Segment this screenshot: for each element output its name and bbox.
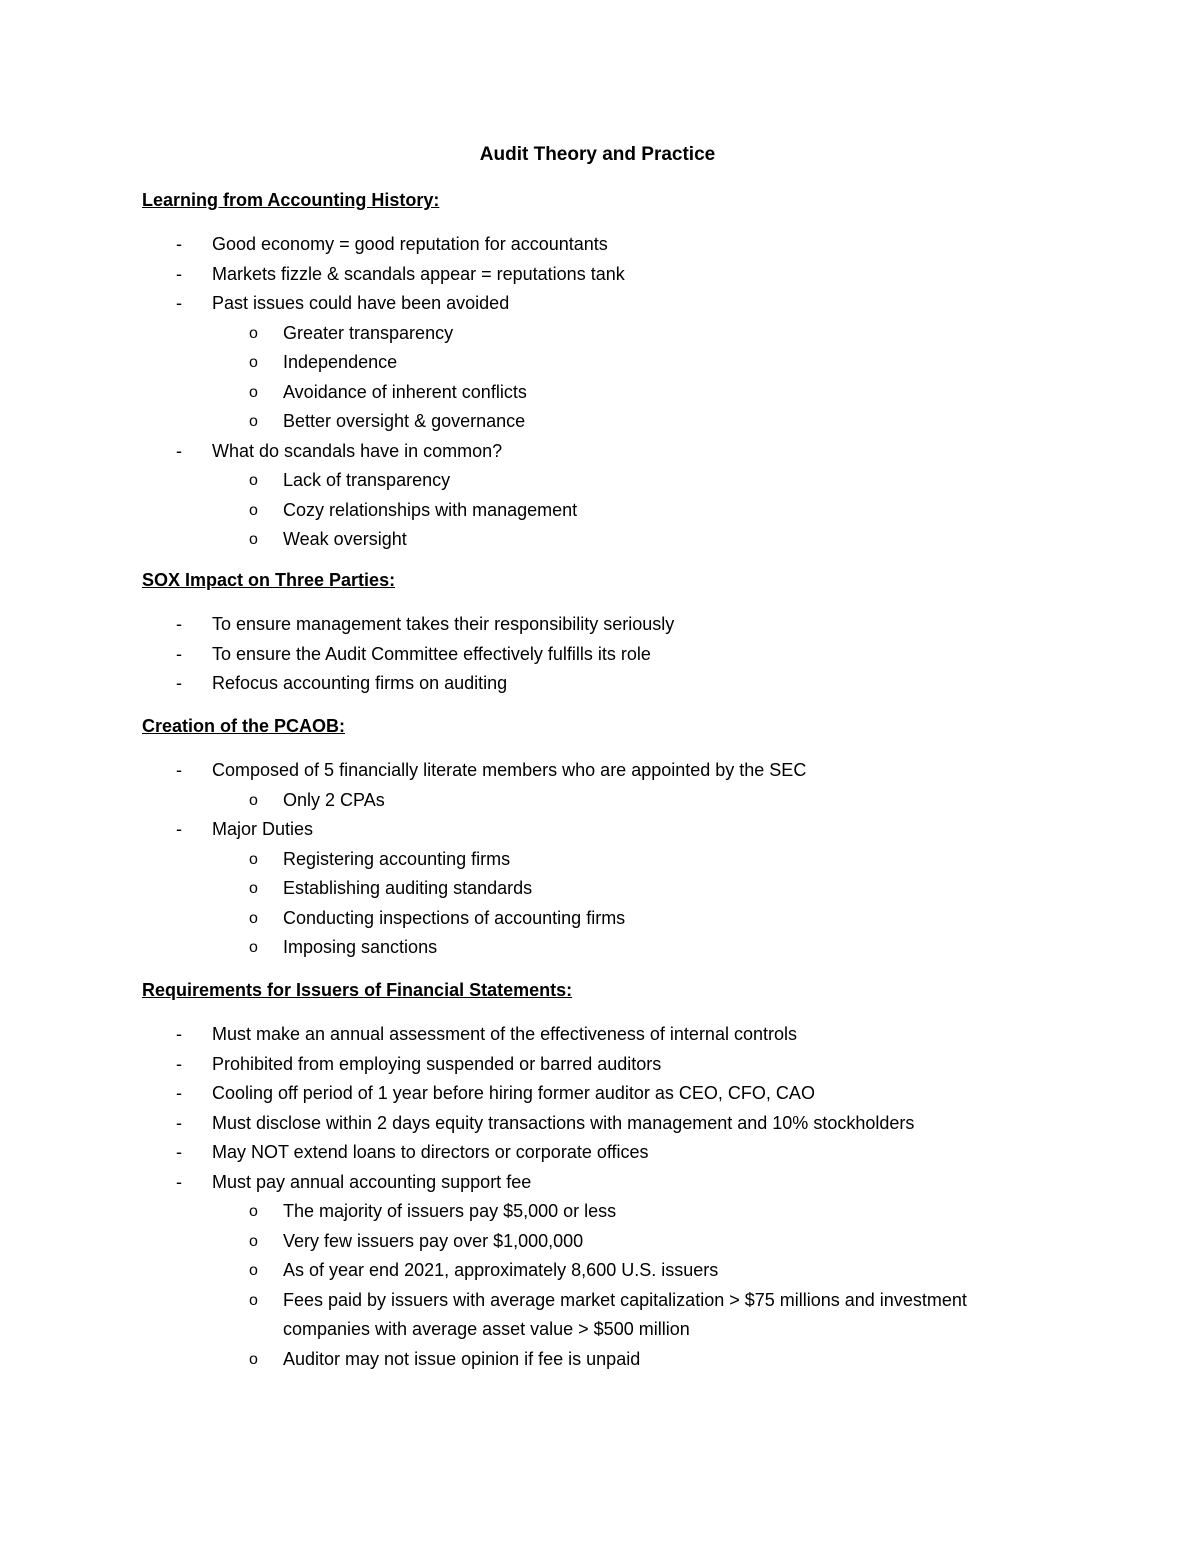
circle-bullet: o <box>249 850 258 868</box>
document-title: Audit Theory and Practice <box>479 144 716 165</box>
section-accounting-history <box>142 186 1142 555</box>
sub-list-item: o Greater transparency <box>142 319 1142 349</box>
circle-bullet: o <box>249 354 258 371</box>
list-item: - Composed of 5 financially literate members who are appointed by the SEC <box>142 756 1142 786</box>
sub-list-item: o Weak oversight <box>142 525 1142 555</box>
sub-list-item: o Independence <box>142 348 1142 378</box>
section-sox-impact <box>142 566 1142 699</box>
dash-bullet: - <box>176 760 182 780</box>
sub-list-item: o Fees paid by issuers with average market capitalization > $75 millions and investment companies with average asset value > $500 million <box>142 1286 1142 1345</box>
dash-bullet: - <box>176 1024 182 1044</box>
sub-list-item: o Very few issuers pay over $1,000,000 <box>142 1227 1142 1257</box>
list-item: - To ensure management takes their responsibility seriously <box>142 610 1142 640</box>
circle-bullet: o <box>249 501 258 519</box>
list-item: - What do scandals have in common? <box>142 437 1142 467</box>
list-item: - Cooling off period of 1 year before hiring former auditor as CEO, CFO, CAO <box>142 1079 1142 1109</box>
sub-list-item: o As of year end 2021, approximately 8,600 U.S. issuers <box>142 1256 1142 1286</box>
dash-bullet: - <box>176 819 182 839</box>
list-item: - To ensure the Audit Committee effectively fulfills its role <box>142 640 1142 670</box>
sub-list-item: o Lack of transparency <box>142 466 1142 496</box>
list-item: - Must disclose within 2 days equity transactions with management and 10% stockholders <box>142 1109 1142 1139</box>
sub-list-item: o Registering accounting firms <box>142 845 1142 875</box>
circle-bullet: o <box>249 1203 258 1220</box>
circle-bullet: o <box>249 939 258 956</box>
dash-bullet: - <box>176 643 182 664</box>
section-issuer-requirements <box>142 976 1142 1374</box>
dash-bullet: - <box>176 1053 182 1074</box>
list-item: - Refocus accounting firms on auditing <box>142 669 1142 699</box>
section-heading: Learning from Accounting History: <box>142 190 440 210</box>
circle-bullet: o <box>249 472 258 489</box>
circle-bullet: o <box>249 1291 258 1309</box>
dash-bullet: - <box>176 440 182 461</box>
sub-list-item: o Only 2 CPAs <box>142 786 1142 816</box>
circle-bullet: o <box>249 880 258 897</box>
dash-bullet: - <box>176 293 182 313</box>
list-item: - Must make an annual assessment of the effectiveness of internal controls <box>142 1020 1142 1050</box>
dash-bullet: - <box>176 1112 182 1133</box>
dash-bullet: - <box>176 1171 182 1192</box>
circle-bullet: o <box>249 909 258 927</box>
circle-bullet: o <box>249 1350 258 1368</box>
circle-bullet: o <box>249 383 258 401</box>
dash-bullet: - <box>176 1142 182 1162</box>
circle-bullet: o <box>249 791 258 809</box>
sub-list-item: o Cozy relationships with management <box>142 496 1142 526</box>
list-item: - Major Duties <box>142 815 1142 845</box>
sub-list-item: o Imposing sanctions <box>142 933 1142 963</box>
sub-list-item: o The majority of issuers pay $5,000 or less <box>142 1197 1142 1227</box>
section-heading: Creation of the PCAOB: <box>142 716 346 736</box>
circle-bullet: o <box>249 1232 258 1250</box>
sub-list-item: o Better oversight & governance <box>142 407 1142 437</box>
circle-bullet: o <box>249 1262 258 1279</box>
list-item: - Markets fizzle & scandals appear = reputations tank <box>142 260 1142 290</box>
sub-list-item: o Conducting inspections of accounting firms <box>142 904 1142 934</box>
list-item: - Prohibited from employing suspended or barred auditors <box>142 1050 1142 1080</box>
circle-bullet: o <box>249 324 258 342</box>
section-pcaob-creation <box>142 712 1142 963</box>
sub-list-item: o Establishing auditing standards <box>142 874 1142 904</box>
list-item: - Good economy = good reputation for accountants <box>142 230 1142 260</box>
sub-list-item: o Auditor may not issue opinion if fee is unpaid <box>142 1345 1142 1375</box>
sub-list-item: o Avoidance of inherent conflicts <box>142 378 1142 408</box>
circle-bullet: o <box>249 413 258 430</box>
section-heading: SOX Impact on Three Parties: <box>142 570 396 590</box>
dash-bullet: - <box>176 614 182 634</box>
list-item: - Past issues could have been avoided <box>142 289 1142 319</box>
dash-bullet: - <box>176 234 182 254</box>
list-item: - May NOT extend loans to directors or corporate offices <box>142 1138 1142 1168</box>
circle-bullet: o <box>249 531 258 548</box>
section-heading: Requirements for Issuers of Financial Statements: <box>142 980 573 1000</box>
dash-bullet: - <box>176 673 182 693</box>
list-item: - Must pay annual accounting support fee <box>142 1168 1142 1198</box>
dash-bullet: - <box>176 1083 182 1103</box>
dash-bullet: - <box>176 263 182 284</box>
